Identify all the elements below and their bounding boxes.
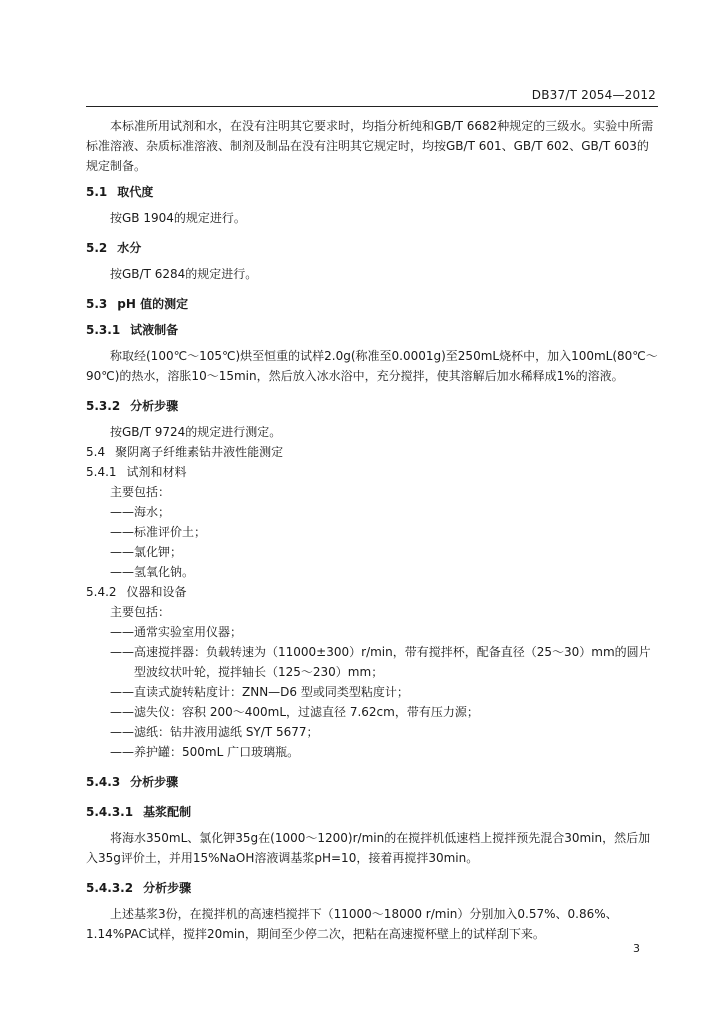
section-5-3-2-heading: 5.3.2 分析步骤 xyxy=(86,399,179,413)
section-5-1-body: 按GB 1904的规定进行。 xyxy=(110,211,246,225)
list-item: ——通常实验室用仪器； xyxy=(110,625,243,639)
section-5-4-3-2-heading: 5.4.3.2 分析步骤 xyxy=(86,881,192,895)
list-item: ——氯化钾； xyxy=(110,545,183,559)
section-5-4-2-lead: 主要包括： xyxy=(110,605,171,619)
standard-code-header: DB37/T 2054—2012 xyxy=(531,88,656,102)
document-body xyxy=(86,116,658,944)
section-5-3-1-body: 称取经(100℃～105℃)烘至恒重的试样2.0g(称准至0.0001g)至250mL烧杯中，加入100mL(80℃～90℃)的热水，溶胀10～15min，然后放入冰水浴中，充分搅拌，使其溶解后加水稀释成1%的溶液。 xyxy=(86,349,658,383)
list-item: ——滤失仪：容积 200～400mL，过滤直径 7.62cm，带有压力源； xyxy=(110,705,479,719)
list-item-continuation: 型波纹状叶轮，搅拌轴长（125～230）mm； xyxy=(134,665,384,679)
section-5-3-2-body: 按GB/T 9724的规定进行测定。 xyxy=(110,425,282,439)
page-number: 3 xyxy=(633,942,640,955)
list-item: ——直读式旋转粘度计：ZNN—D6 型或同类型粘度计； xyxy=(110,685,409,699)
header-rule xyxy=(86,106,658,107)
section-5-4-2-heading: 5.4.2 仪器和设备 xyxy=(86,585,187,599)
section-5-2-body: 按GB/T 6284的规定进行。 xyxy=(110,267,258,281)
section-5-4-3-1-heading: 5.4.3.1 基浆配制 xyxy=(86,805,192,819)
section-5-4-3-2-body: 上述基浆3份，在搅拌机的高速档搅拌下（11000～18000 r/min）分别加入0.57%、0.86%、1.14%PAC试样，搅拌20min，期间至少停二次，把粘在高速搅杯壁上的试样刮下来。 xyxy=(86,907,618,941)
section-5-4-heading: 5.4 聚阴离子纤维素钻井液性能测定 xyxy=(86,445,284,459)
section-5-1-heading: 5.1 取代度 xyxy=(86,185,154,199)
section-5-4-1-heading: 5.4.1 试剂和材料 xyxy=(86,465,187,479)
section-5-2-heading: 5.2 水分 xyxy=(86,241,142,255)
list-item: ——滤纸：钻井液用滤纸 SY/T 5677； xyxy=(110,725,319,739)
section-5-4-1-lead: 主要包括： xyxy=(110,485,171,499)
intro-paragraph: 本标准所用试剂和水，在没有注明其它要求时，均指分析纯和GB/T 6682种规定的三级水。实验中所需标准溶液、杂质标准溶液、制剂及制品在没有注明其它规定时，均按GB/T 601、GB/T 602、GB/T 603的规定制备。 xyxy=(86,119,654,173)
list-item: ——海水； xyxy=(110,505,171,519)
section-5-4-3-heading: 5.4.3 分析步骤 xyxy=(86,775,179,789)
list-item: ——氢氧化钠。 xyxy=(110,565,195,579)
list-item: ——高速搅拌器：负载转速为（11000±300）r/min，带有搅拌杯，配备直径（25～30）mm的圆片 xyxy=(110,645,651,659)
section-5-4-3-1-body: 将海水350mL、氯化钾35g在(1000～1200)r/min的在搅拌机低速档上搅拌预先混合30min，然后加入35g评价土，并用15%NaOH溶液调基浆pH=10，接着再搅拌30min。 xyxy=(86,831,651,865)
section-5-3-1-heading: 5.3.1 试液制备 xyxy=(86,323,179,337)
list-item: ——养护罐：500mL 广口玻璃瓶。 xyxy=(110,745,300,759)
section-5-3-heading: 5.3 pH 值的测定 xyxy=(86,297,189,311)
list-item: ——标准评价土； xyxy=(110,525,207,539)
